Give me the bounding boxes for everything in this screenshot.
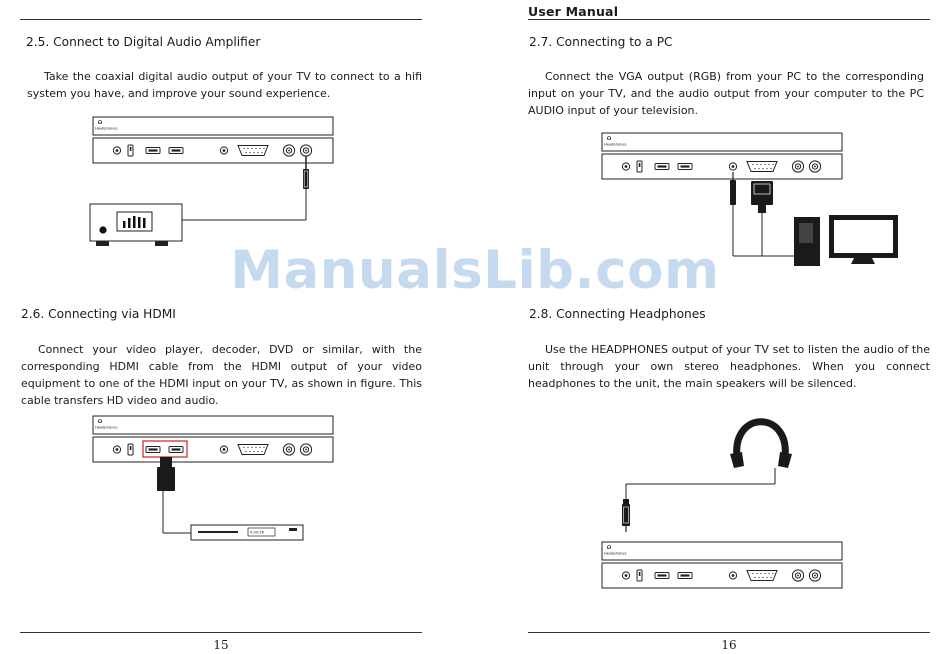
section-heading-digital-audio: 2.5. Connect to Digital Audio Amplifier <box>26 35 261 49</box>
svg-text:0:00:36: 0:00:36 <box>250 530 264 535</box>
section-body-pc: Connect the VGA output (RGB) from your PC to the corresponding input on your TV, and the audio output from your computer to the PC AUDIO input of your television. <box>528 70 924 117</box>
running-header: User Manual <box>528 4 619 19</box>
headphones-diagram <box>602 412 852 597</box>
hdmi-plug-icon <box>160 457 172 467</box>
section-heading-hdmi: 2.6. Connecting via HDMI <box>21 307 176 321</box>
section-body-headphones: Use the HEADPHONES output of your TV set to listen the audio of the unit through your own stereo headphones. When you connect headphones to the unit, the main speakers will be silenced. <box>528 343 930 390</box>
bottom-rule <box>528 632 930 633</box>
page-15 <box>20 0 422 654</box>
page-16 <box>528 0 930 654</box>
audio-plug-icon <box>730 180 736 205</box>
page-number: 15 <box>213 638 229 652</box>
top-rule <box>528 19 930 20</box>
bottom-rule <box>20 632 422 633</box>
page-number: 16 <box>721 638 737 652</box>
watermark: ManualsLib.com <box>230 240 720 301</box>
top-rule <box>20 19 422 20</box>
hdmi-diagram <box>93 416 343 546</box>
section-heading-headphones: 2.8. Connecting Headphones <box>529 307 706 321</box>
section-body-hdmi: Connect your video player, decoder, DVD or similar, with the corresponding HDMI cable from the HDMI output of your video equipment to one of the HDMI input on your TV, as shown in figure. This cable transfers HD video and audio. <box>21 343 422 407</box>
digital-audio-diagram <box>93 117 343 252</box>
section-heading-pc: 2.7. Connecting to a PC <box>529 35 673 49</box>
headphones-icon <box>737 422 786 457</box>
section-body-digital-audio: Take the coaxial digital audio output of your TV to connect to a hifi system you have, and improve your sound experience. <box>27 70 422 100</box>
coaxial-plug-icon <box>303 169 309 189</box>
